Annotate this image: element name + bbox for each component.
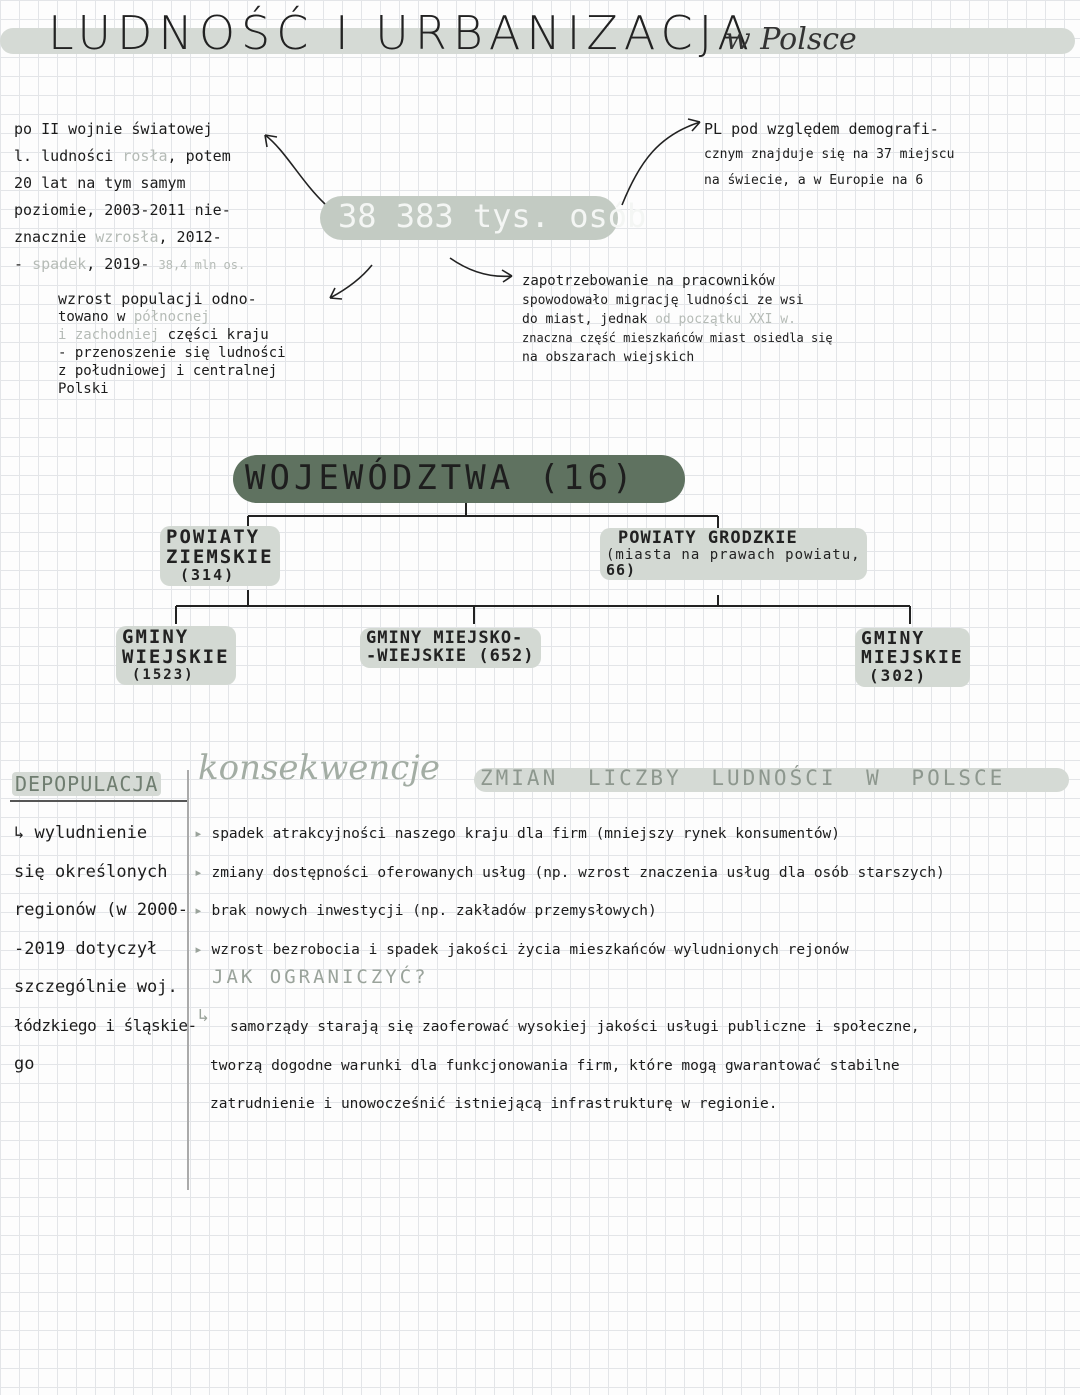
answer-arrow-icon: ↳ xyxy=(198,1005,209,1026)
page-title: LUDNOŚĆ I URBANIZACJA xyxy=(48,6,755,60)
migration-note-line: znaczna część mieszkańców miast osiedla się xyxy=(522,331,833,345)
depopulation-definition xyxy=(14,814,197,1084)
right-note-line: cznym znajduje się na 37 miejscu xyxy=(704,147,955,162)
powiaty-grodzkie-node xyxy=(600,528,867,580)
left-note-line: poziomie, 2003-2011 nie- xyxy=(14,201,231,219)
answer-line: samorządy starają się zaoferować wysokiej jakości usługi publiczne i społeczne, xyxy=(230,1019,920,1035)
node-line: (1523) xyxy=(132,666,195,683)
migration-note-line: na obszarach wiejskich xyxy=(522,350,695,365)
node-line: -WIEJSKIE (652) xyxy=(366,645,535,666)
definition-line: go xyxy=(14,1054,35,1074)
page-subtitle: w Polsce xyxy=(725,22,857,57)
node-line: POWIATY xyxy=(166,526,261,548)
gminy-wiejskie-node xyxy=(116,626,236,685)
consequence-item: ▸ spadek atrakcyjności naszego kraju dla firm (mniejszy rynek konsumentów) xyxy=(194,826,841,842)
consequences-script: konsekwencje xyxy=(198,748,440,788)
left-note-line: 20 lat na tym samym xyxy=(14,174,186,192)
bullet-triangle-icon: ▸ xyxy=(194,864,212,881)
left-note-line: - spadek, 2019- 38,4 mln os. xyxy=(14,255,246,273)
growth-note-line: wzrost populacji odno- xyxy=(58,290,257,308)
node-line: 66) xyxy=(606,560,637,579)
gminy-miejsko-wiejskie-node xyxy=(360,628,541,668)
definition-line: regionów (w 2000- xyxy=(14,900,188,920)
section-divider-horizontal xyxy=(10,800,188,802)
definition-line: ↳ wyludnienie xyxy=(14,823,148,843)
definition-line: łódzkiego i śląskie- xyxy=(14,1015,197,1035)
question-heading: JAK OGRANICZYĆ? xyxy=(212,966,429,988)
consequences-list xyxy=(194,815,945,969)
definition-line: się określonych xyxy=(14,861,168,882)
consequence-item: ▸ brak nowych inwestycji (np. zakładów przemysłowych) xyxy=(194,903,657,919)
node-line: GMINY xyxy=(861,628,926,649)
bullet-triangle-icon: ▸ xyxy=(194,826,212,842)
powiaty-ziemskie-node xyxy=(160,526,280,586)
migration-note-line: do miast, jednak od początku XXI w. xyxy=(522,312,796,327)
node-line: (miasta na prawach powiatu, xyxy=(606,546,861,563)
population-value: 38 383 tys. osób xyxy=(338,197,647,235)
left-note-line: po II wojnie światowej xyxy=(14,120,213,138)
growth-note-line: z południowej i centralnej xyxy=(58,363,278,379)
node-line: (302) xyxy=(869,665,928,685)
growth-note-line: towano w północnej xyxy=(58,309,210,325)
growth-note-line: i zachodniej części kraju xyxy=(58,327,269,343)
migration-note-line: zapotrzebowanie na pracowników xyxy=(522,273,775,289)
migration-note-line: spowodowało migrację ludności ze wsi xyxy=(522,293,804,308)
growth-note-line: Polski xyxy=(58,381,109,397)
right-note-line: na świecie, a w Europie na 6 xyxy=(704,173,924,188)
node-line: MIEJSKIE xyxy=(861,646,964,668)
left-note-line: l. ludności rosła, potem xyxy=(14,147,231,165)
gminy-miejskie-node xyxy=(855,628,970,687)
answer-text xyxy=(210,1008,920,1124)
left-note-line: znacznie wzrosła, 2012- xyxy=(14,228,222,246)
consequences-heading: ZMIAN LICZBY LUDNOŚCI W POLSCE xyxy=(480,766,1006,790)
node-line: (314) xyxy=(180,565,236,584)
node-line: GMINY MIEJSKO- xyxy=(366,628,524,648)
node-line: POWIATY GRODZKIE xyxy=(618,528,798,548)
definition-line: szczególnie woj. xyxy=(14,977,178,997)
consequence-item: ▸ zmiany dostępności oferowanych usług (np. wzrost znaczenia usług dla osób starszych) xyxy=(194,864,945,881)
node-line: ZIEMSKIE xyxy=(166,545,274,568)
voivodeships-label: WOJEWÓDZTWA (16) xyxy=(245,458,637,498)
answer-line: tworzą dogodne warunki dla funkcjonowania firm, które mogą gwarantować stabilne xyxy=(210,1057,900,1074)
consequence-item: ▸ wzrost bezrobocia i spadek jakości życia mieszkańców wyludnionych rejonów xyxy=(194,941,849,958)
node-line: WIEJSKIE xyxy=(122,645,230,668)
depopulation-heading: DEPOPULACJA xyxy=(12,772,161,796)
growth-note-line: - przenoszenie się ludności xyxy=(58,345,286,361)
right-note-line: PL pod względem demografi- xyxy=(704,120,939,138)
bullet-triangle-icon: ▸ xyxy=(194,903,212,919)
bullet-triangle-icon: ▸ xyxy=(194,941,212,958)
node-line: GMINY xyxy=(122,626,190,648)
answer-line: zatrudnienie i unowocześnić istniejącą infrastrukturę w regionie. xyxy=(210,1096,778,1112)
definition-line: -2019 dotyczył xyxy=(14,938,158,959)
